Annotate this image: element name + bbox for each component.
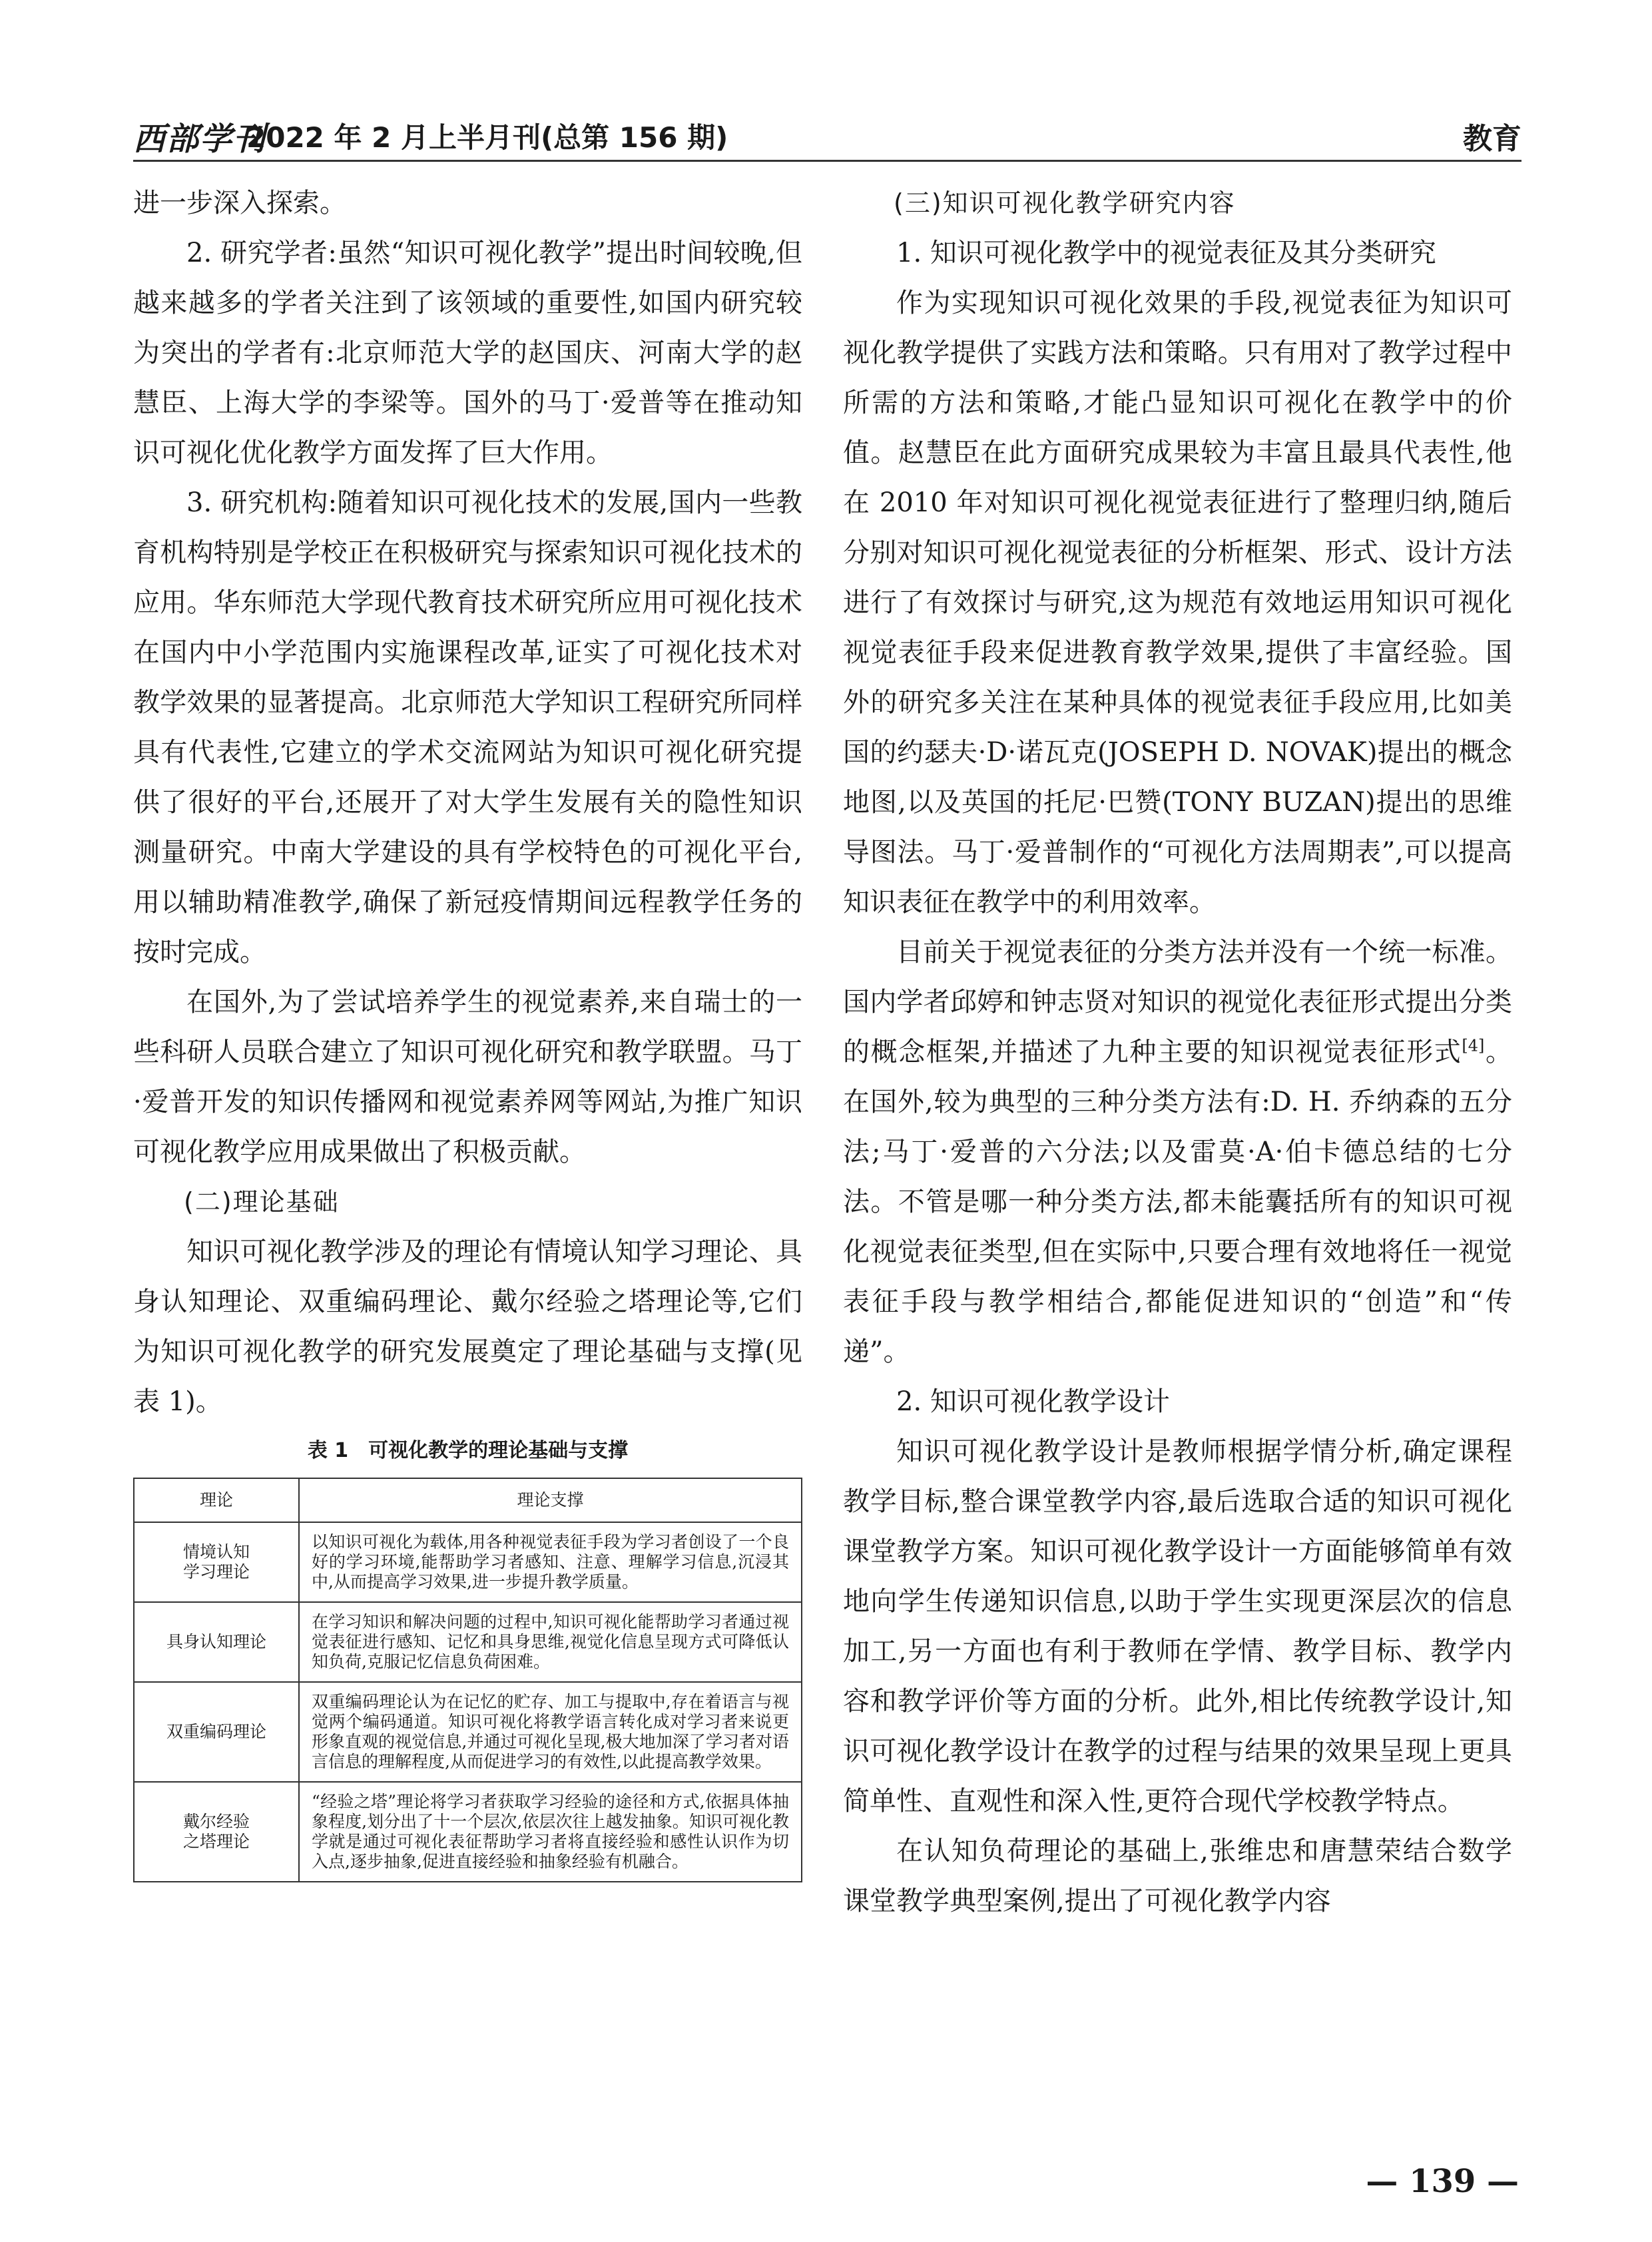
theory-name: 情境认知 学习理论 [134,1522,299,1602]
table-row [134,1602,802,1682]
column-header: 理论支撑 [299,1478,802,1522]
subsection-heading: 1. 知识可视化教学中的视觉表征及其分类研究 [896,238,1436,268]
table-row [134,1522,802,1602]
table-row [134,1782,802,1882]
paragraph: 知识可视化教学涉及的理论有情境认知学习理论、具身认知理论、双重编码理论、戴尔经验之塔理论等,它们为知识可视化教学的研究发展奠定了理论基础与支撑(见表 1)。 [133,1237,802,1417]
theory-support: 在学习知识和解决问题的过程中,知识可视化能帮助学习者通过视觉表征进行感知、记忆和具身思维,视觉化信息呈现方式可降低认知负荷,克服记忆信息负荷困难。 [299,1602,802,1682]
table-row [134,1682,802,1782]
issue-info: 2022 年 2 月上半月刊(总第 156 期) [246,121,728,154]
paragraph: 2. 研究学者:虽然“知识可视化教学”提出时间较晚,但越来越多的学者关注到了该领域的重要性,如国内研究较为突出的学者有:北京师范大学的赵国庆、河南大学的赵慧臣、上海大学的李梁等。国外的马丁·爱普等在推动知识可视化优化教学方面发挥了巨大作用。 [133,238,802,468]
theory-support: 以知识可视化为载体,用各种视觉表征手段为学习者创设了一个良好的学习环境,能帮助学习者感知、注意、理解学习信息,沉浸其中,从而提高学习效果,进一步提升教学质量。 [299,1522,802,1602]
paragraph: 3. 研究机构:随着知识可视化技术的发展,国内一些教育机构特别是学校正在积极研究与探索知识可视化技术的应用。华东师范大学现代教育技术研究所应用可视化技术在国内中小学范围内实施课程改革,证实了可视化技术对教学效果的显著提高。北京师范大学知识工程研究所同样具有代表性,它建立的学术交流网站为知识可视化研究提供了很好的平台,还展开了对大学生发展有关的隐性知识测量研究。中南大学建设的具有学校特色的可视化平台,用以辅助精准教学,确保了新冠疫情期间远程教学任务的按时完成。 [133,487,802,968]
table-caption: 表 1 可视化教学的理论基础与支撑 [307,1439,629,1462]
paragraph: 知识可视化教学设计是教师根据学情分析,确定课程教学目标,整合课堂教学内容,最后选取合适的知识可视化课堂教学方案。知识可视化教学设计一方面能够简单有效地向学生传递知识信息,以助于学生实现更深层次的信息加工,另一方面也有利于教师在学情、教学目标、教学内容和教学评价等方面的分析。此外,相比传统教学设计,知识可视化教学设计在教学的过程与结果的效果呈现上更具简单性、直观性和深入性,更符合现代学校教学特点。 [843,1436,1512,1817]
paragraph-text: 。在国外,较为典型的三种分类方法有:D. H. 乔纳森的五分法;马丁·爱普的六分法;以及雷莫·A·伯卡德总结的七分法。不管是哪一种分类方法,都未能囊括所有的知识可视化视觉表征类型,但在实际中,只要合理有效地将任一视觉表征手段与教学相结合,都能促进知识的“创造”和“传递”。 [843,1037,1513,1367]
theory-support: “经验之塔”理论将学习者获取学习经验的途径和方式,依据具体抽象程度,划分出了十一个层次,依层次往上越发抽象。知识可视化教学就是通过可视化表征帮助学习者将直接经验和感性认识作为切入点,逐步抽象,促进直接经验和抽象经验有机融合。 [299,1782,802,1882]
citation-ref: [4] [1462,1036,1485,1055]
paragraph: 作为实现知识可视化效果的手段,视觉表征为知识可视化教学提供了实践方法和策略。只有用对了教学过程中所需的方法和策略,才能凸显知识可视化在教学中的价值。赵慧臣在此方面研究成果较为丰富且最具代表性,他在 2010 年对知识可视化视觉表征进行了整理归纳,随后分别对知识可视化视觉表征的分析框架、形式、设计方法进行了有效探讨与研究,这为规范有效地运用知识可视化视觉表征手段来促进教育教学效果,提供了丰富经验。国外的研究多关注在某种具体的视觉表征手段应用,比如美国的约瑟夫·D·诺瓦克(JOSEPH D. NOVAK)提出的概念地图,以及英国的托尼·巴赞(TONY BUZAN)提出的思维导图法。马丁·爱普制作的“可视化方法周期表”,可以提高知识表征在教学中的利用效率。 [843,288,1512,918]
subsection-heading: 2. 知识可视化教学设计 [896,1386,1170,1417]
header-divider [133,160,1521,162]
column-header: 理论 [134,1478,299,1522]
left-column [133,178,802,1882]
paragraph-text: 目前关于视觉表征的分类方法并没有一个统一标准。国内学者邱婷和钟志贤对知识的视觉化表征形式提出分类的概念框架,并描述了九种主要的知识视觉表征形式 [843,937,1512,1067]
paragraph: 在国外,为了尝试培养学生的视觉素养,来自瑞士的一些科研人员联合建立了知识可视化研究和教学联盟。马丁·爱普开发的知识传播网和视觉素养网等网站,为推广知识可视化教学应用成果做出了积极贡献。 [133,987,802,1167]
page-header [133,113,1521,156]
journal-logo: 西部学刊 [133,121,267,158]
section-heading: (三)知识可视化教学研究内容 [894,188,1236,218]
theory-name: 双重编码理论 [134,1682,299,1782]
table-header-row [134,1478,802,1522]
page-number: — 139 — [1366,2163,1519,2200]
theory-support: 双重编码理论认为在记忆的贮存、加工与提取中,存在着语言与视觉两个编码通道。知识可视化将教学语言转化成对学习者来说更形象直观的视觉信息,并通过可视化呈现,极大地加深了学习者对语言信息的理解程度,从而促进学习的有效性,以此提高教学效果。 [299,1682,802,1782]
section-label: 教育 [1463,122,1521,156]
paragraph: 进一步深入探索。 [133,188,346,218]
paragraph [843,928,1512,1377]
right-column [843,178,1512,1926]
theory-name: 戴尔经验 之塔理论 [134,1782,299,1882]
paragraph: 在认知负荷理论的基础上,张维忠和唐慧荣结合数学课堂教学典型案例,提出了可视化教学内容 [843,1836,1512,1916]
theory-table [133,1478,802,1882]
theory-name: 具身认知理论 [134,1602,299,1682]
section-heading: (二)理论基础 [184,1187,340,1217]
